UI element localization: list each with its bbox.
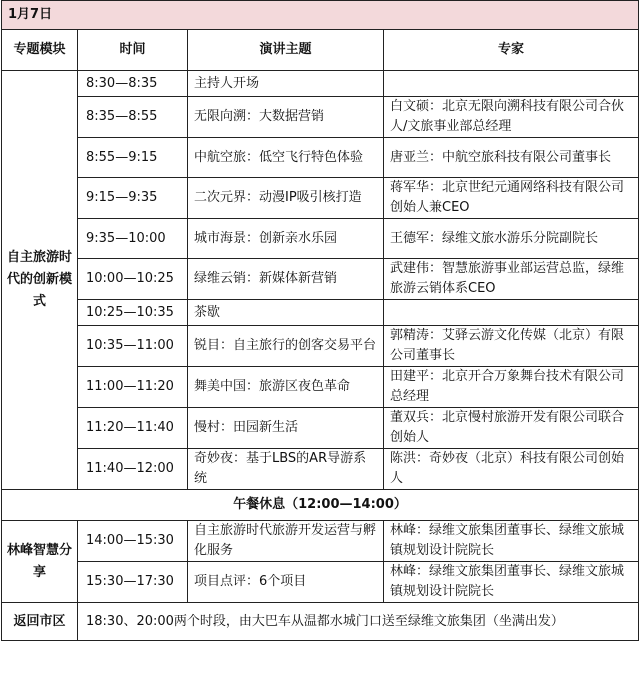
time-cell: 15:30—17:30 [78,562,188,603]
topic-cell: 无限向溯：大数据营销 [188,97,384,138]
expert-cell: 董双兵：北京慢村旅游开发有限公司联合创始人 [384,408,639,449]
time-cell: 8:30—8:35 [78,71,188,97]
table-row [2,300,639,326]
time-cell: 10:25—10:35 [78,300,188,326]
return-text: 18:30、20:00两个时段，由大巴车从温都水城门口送至绿维文旅集团（坐满出发） [78,603,639,641]
time-cell: 9:15—9:35 [78,178,188,219]
header-topic: 演讲主题 [188,30,384,71]
time-cell: 8:35—8:55 [78,97,188,138]
topic-cell: 奇妙夜：基于LBS的AR导游系统 [188,449,384,490]
time-cell: 8:55—9:15 [78,138,188,178]
expert-cell [384,300,639,326]
header-row [2,30,639,71]
time-cell: 11:00—11:20 [78,367,188,408]
table-row [2,449,639,490]
expert-cell: 田建平：北京开合万象舞台技术有限公司总经理 [384,367,639,408]
expert-cell: 白文硕：北京无限向溯科技有限公司合伙人/文旅事业部总经理 [384,97,639,138]
topic-cell: 主持人开场 [188,71,384,97]
time-cell: 9:35—10:00 [78,219,188,259]
table-row [2,408,639,449]
topic-cell: 茶歇 [188,300,384,326]
expert-cell: 王德军：绿维文旅水游乐分院副院长 [384,219,639,259]
topic-cell: 城市海景：创新亲水乐园 [188,219,384,259]
schedule-table [1,0,639,641]
expert-cell: 林峰：绿维文旅集团董事长、绿维文旅城镇规划设计院院长 [384,562,639,603]
table-row [2,178,639,219]
table-row [2,71,639,97]
table-row [2,97,639,138]
lunch-row [2,490,639,521]
table-row [2,521,639,562]
header-expert: 专家 [384,30,639,71]
header-time: 时间 [78,30,188,71]
time-cell: 11:40—12:00 [78,449,188,490]
header-module: 专题模块 [2,30,78,71]
topic-cell: 锐目：自主旅行的创客交易平台 [188,326,384,367]
module-cell: 林峰智慧分享 [2,521,78,603]
return-row [2,603,639,641]
expert-cell: 武建伟：智慧旅游事业部运营总监，绿维旅游云销体系CEO [384,259,639,300]
table-row [2,326,639,367]
expert-cell [384,71,639,97]
topic-cell: 二次元界：动漫IP吸引核打造 [188,178,384,219]
topic-cell: 项目点评：6个项目 [188,562,384,603]
expert-cell: 郭精涛：艾驿云游文化传媒（北京）有限公司董事长 [384,326,639,367]
topic-cell: 自主旅游时代旅游开发运营与孵化服务 [188,521,384,562]
time-cell: 11:20—11:40 [78,408,188,449]
table-row [2,138,639,178]
expert-cell: 陈洪：奇妙夜（北京）科技有限公司创始人 [384,449,639,490]
date-label: 1月7日 [2,1,639,30]
expert-cell: 唐亚兰：中航空旅科技有限公司董事长 [384,138,639,178]
topic-cell: 舞美中国：旅游区夜色革命 [188,367,384,408]
date-row [2,1,639,30]
expert-cell: 林峰：绿维文旅集团董事长、绿维文旅城镇规划设计院院长 [384,521,639,562]
time-cell: 14:00—15:30 [78,521,188,562]
module-cell: 返回市区 [2,603,78,641]
table-row [2,259,639,300]
module-cell: 自主旅游时代的创新模式 [2,71,78,490]
time-cell: 10:00—10:25 [78,259,188,300]
topic-cell: 慢村：田园新生活 [188,408,384,449]
time-cell: 10:35—11:00 [78,326,188,367]
topic-cell: 绿维云销：新媒体新营销 [188,259,384,300]
expert-cell: 蒋军华：北京世纪元通网络科技有限公司创始人兼CEO [384,178,639,219]
lunch-label: 午餐休息（12:00—14:00） [2,490,639,521]
table-row [2,219,639,259]
table-row [2,367,639,408]
topic-cell: 中航空旅：低空飞行特色体验 [188,138,384,178]
table-row [2,562,639,603]
